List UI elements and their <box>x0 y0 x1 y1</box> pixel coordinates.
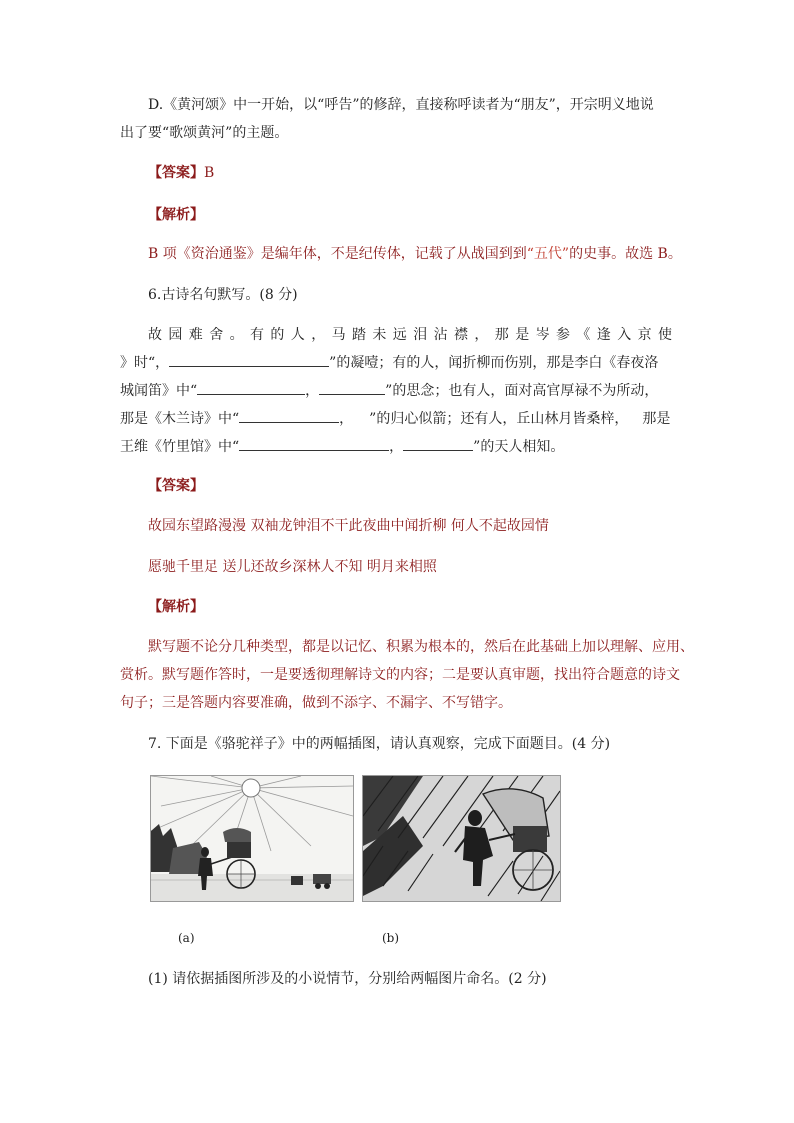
q6-line3-a: 城闻笛》中“ <box>120 383 198 399</box>
q6-line1: 故园难舍。有的人，马踏未远泪沾襟，那是岑参《逢入京使 <box>148 327 679 343</box>
illustration-b <box>362 775 561 902</box>
q6-answer-line1: 故园东望路漫漫 双袖龙钟泪不干此夜曲中闻折柳 何人不起故园情 <box>148 518 549 534</box>
q6-line3-b: ， <box>305 383 320 399</box>
q5-option-d-line2: 出了要“歌颂黄河”的主题。 <box>120 125 289 141</box>
q7-title: 7. 下面是《骆驼祥子》中的两幅插图，请认真观察，完成下面题目。(4 分) <box>148 736 611 752</box>
q6-analysis-line1: 默写题不论分几种类型，都是以记忆、积累为根本的，然后在此基础上加以理解、应用、 <box>148 639 694 655</box>
fill-blank[interactable] <box>197 382 305 395</box>
q6-line4-a: 那是《木兰诗》中“ <box>120 411 240 427</box>
illustration-a <box>150 775 354 902</box>
q6-line4-c: ”的归心似箭；还有人，丘山林月皆桑梓， <box>369 411 629 427</box>
q6-answer-line2: 愿驰千里足 送儿还故乡深林人不知 明月来相照 <box>148 559 437 575</box>
caption-b: (b) <box>382 931 400 945</box>
analysis-text-b: 的史事。故选 B。 <box>569 246 682 262</box>
q6-line2-a: 》时“， <box>120 355 170 371</box>
q6-analysis-line3: 句子；三是答题内容要准确，做到不添字、不漏字、不写错字。 <box>120 695 512 711</box>
fill-blank[interactable] <box>239 438 389 451</box>
q6-line4-d: 那是 <box>642 411 671 427</box>
q6-line4-b: ， <box>339 411 354 427</box>
q5-analysis-text <box>148 244 682 264</box>
answer-label: 【答案】 <box>148 165 204 181</box>
q6-line3 <box>120 381 658 401</box>
q6-line3-c: ”的思念；也有人，面对高官厚禄不为所动， <box>385 383 659 399</box>
q6-line4 <box>120 409 670 429</box>
q6-title: 6.古诗名句默写。(8 分) <box>148 287 298 303</box>
q5-analysis-label: 【解析】 <box>148 207 204 223</box>
fill-blank[interactable] <box>239 410 339 423</box>
q6-line2 <box>120 353 658 373</box>
analysis-text-a: B 项《资治通鉴》是编年体，不是纪传体，记载了从战国到到 <box>148 246 527 262</box>
q6-line5 <box>120 437 564 457</box>
q6-analysis-label: 【解析】 <box>148 599 204 615</box>
analysis-highlight: “五代” <box>526 246 570 262</box>
q6-line5-b: ， <box>389 439 404 455</box>
fill-blank[interactable] <box>403 438 473 451</box>
answer-value: B <box>204 165 215 181</box>
q5-answer <box>148 163 214 183</box>
q6-line5-c: ”的天人相知。 <box>473 439 565 455</box>
q6-line2-b: ”的凝噎；有的人，闻折柳而伤别，那是李白《春夜洛 <box>329 355 659 371</box>
q6-line5-a: 王维《竹里馆》中“ <box>120 439 240 455</box>
fill-blank[interactable] <box>319 382 385 395</box>
q6-analysis-line2: 赏析。默写题作答时，一是要透彻理解诗文的内容；二是要认真审题，找出符合题意的诗文 <box>120 667 680 683</box>
q7-sub1: (1) 请依据插图所涉及的小说情节，分别给两幅图片命名。(2 分) <box>148 971 547 987</box>
caption-a: (a) <box>178 931 195 945</box>
fill-blank[interactable] <box>169 354 329 367</box>
q6-answer-label: 【答案】 <box>148 478 204 494</box>
q5-option-d-line1: D.《黄河颂》中一开始，以“呼告”的修辞，直接称呼读者为“朋友”，开宗明义地说 <box>148 97 654 113</box>
